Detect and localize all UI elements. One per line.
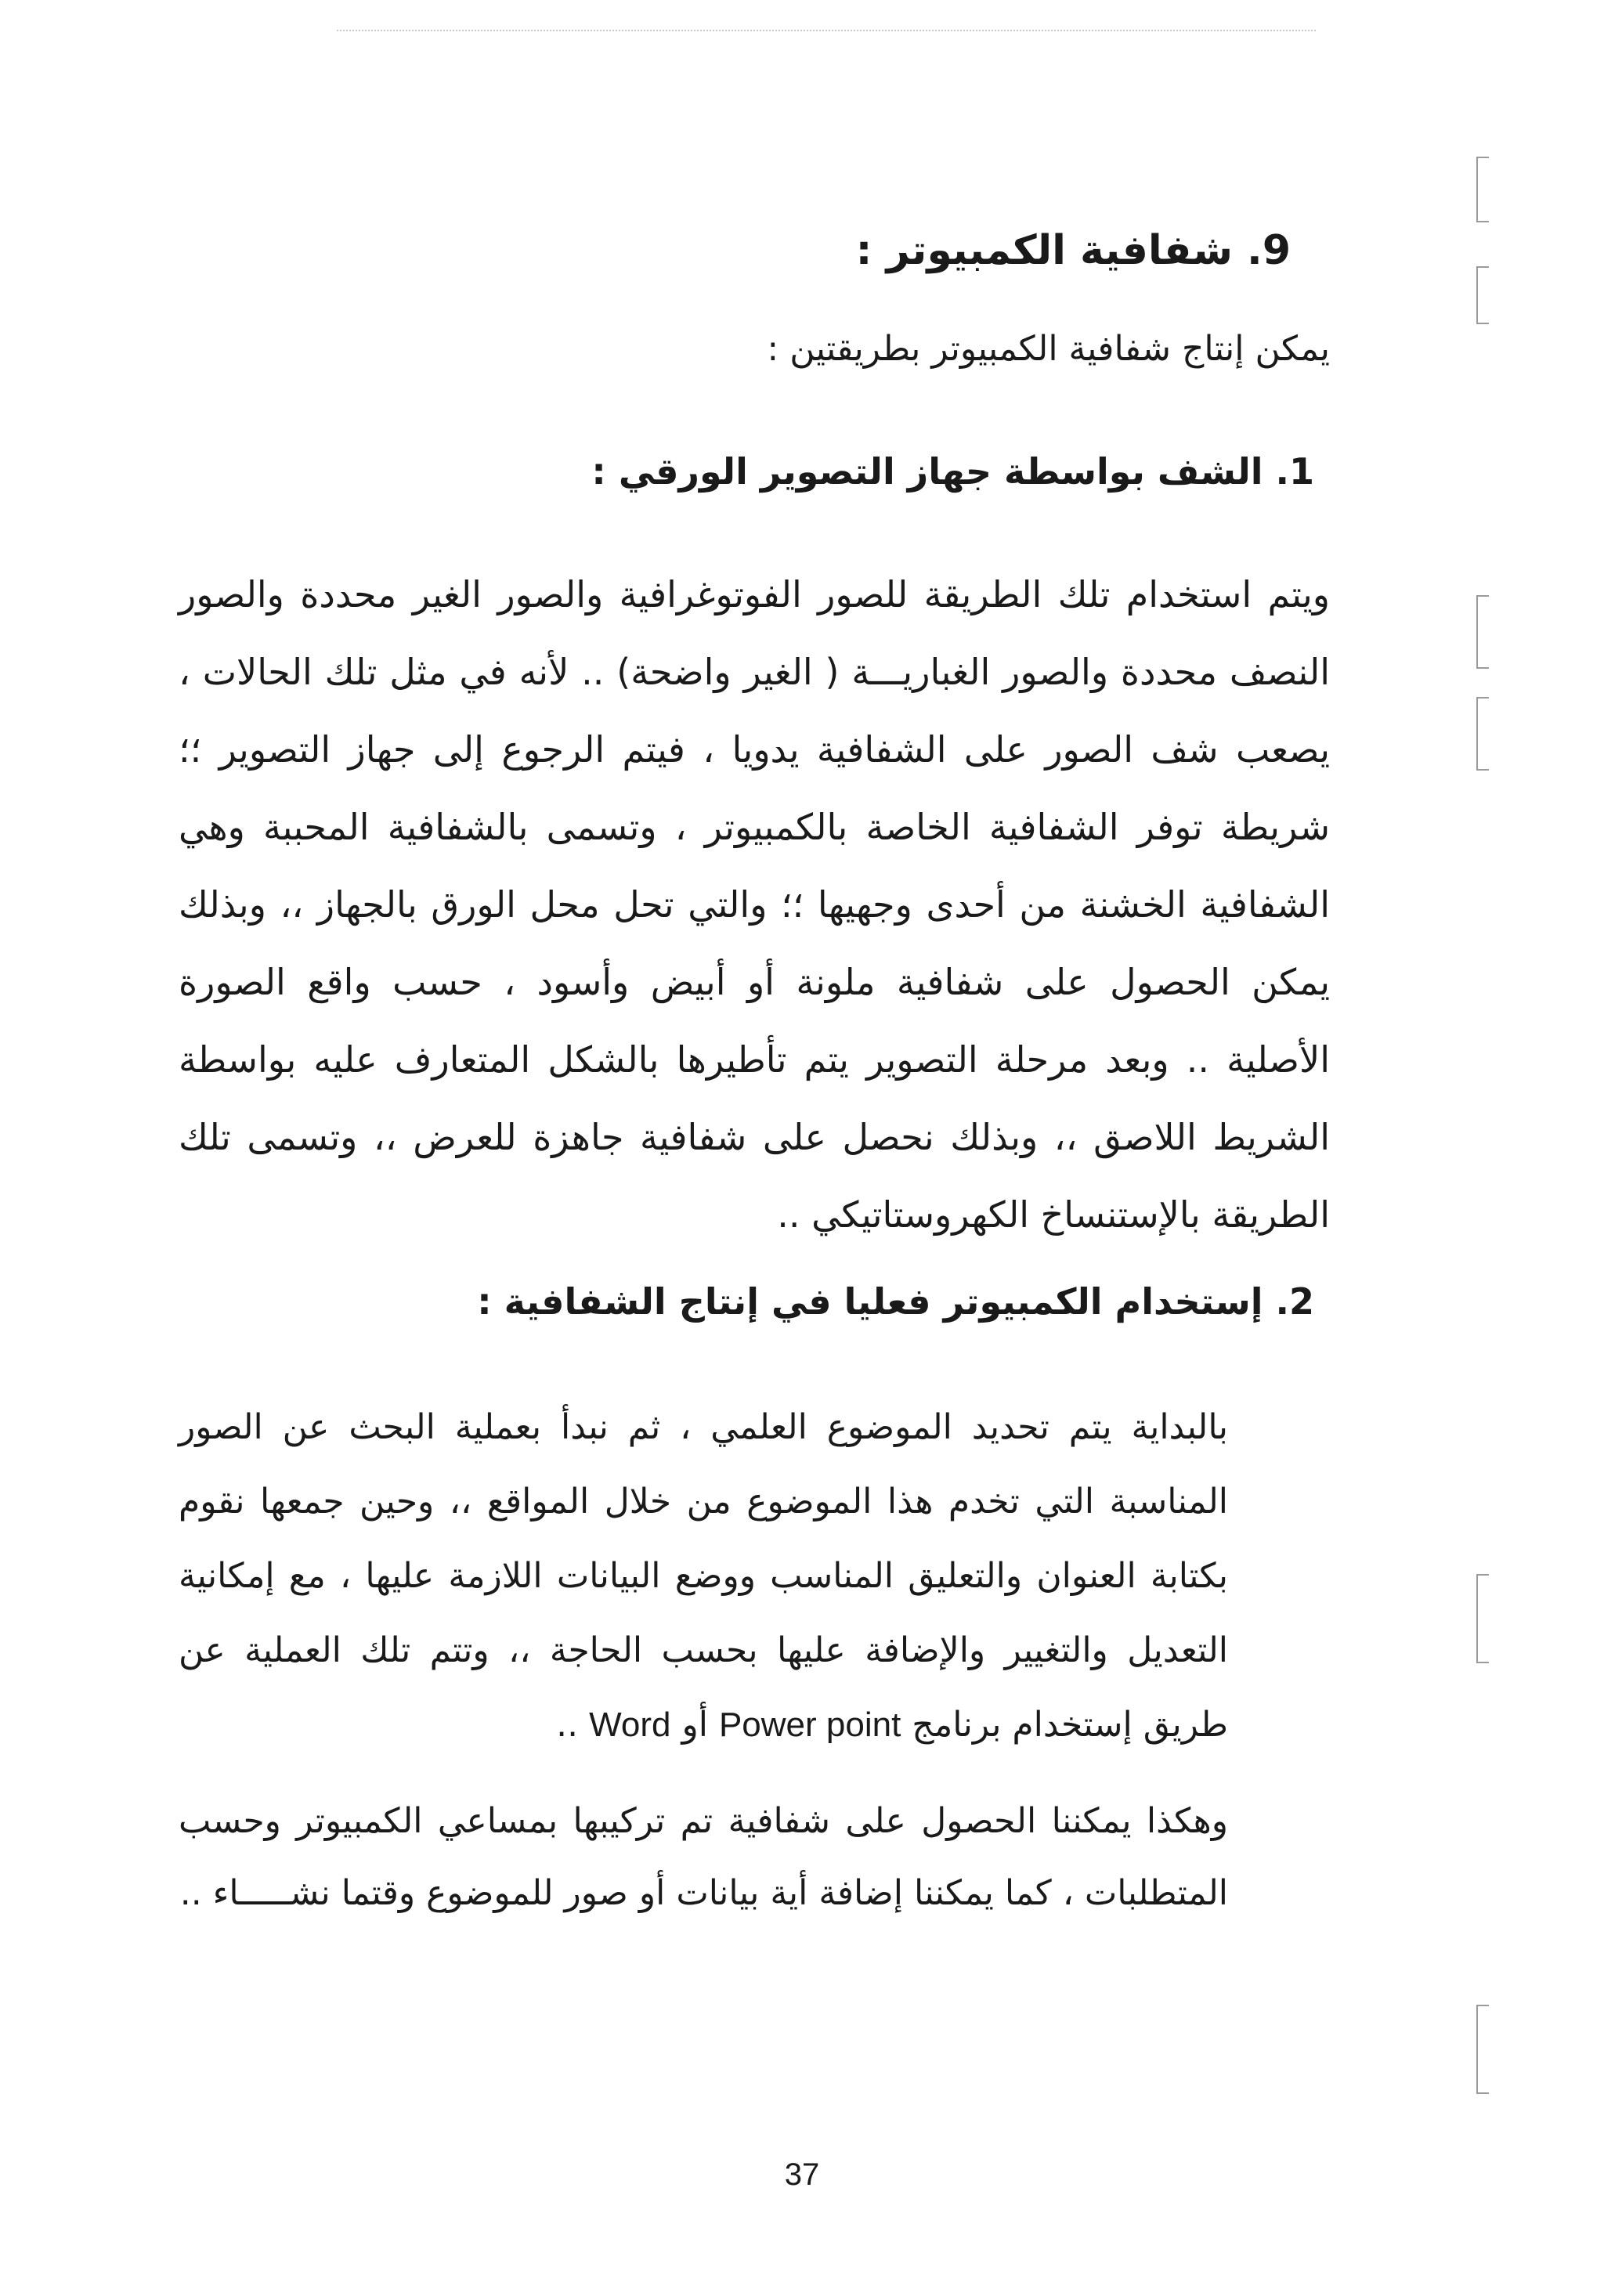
scan-margin-bracket [1476,697,1489,771]
program-name-power-point: Power point [718,1706,901,1744]
program-name-word: Word [589,1706,671,1744]
page-number: 37 [784,2157,820,2192]
scan-top-line [337,30,1316,31]
ending-dots: .. [556,1705,579,1745]
method-2-text: بالبداية يتم تحديد الموضوع العلمي ، ثم نبدأ بعملية البحث عن الصور المناسبة التي تخدم هذا الموضوع من خلال المواقع ،، وحين جمعها نقوم بكتابة العنوان والتعليق المناسب ووضع البيانات اللازمة عليها ، مع إمكانية التعديل والتغيير والإضافة عليها بحسب الحاجة ،، وتتم تلك العملية عن طريق إستخدام برنامج [179,1407,1228,1745]
method-2-heading: 2. إستخدام الكمبيوتر فعليا في إنتاج الشفافية : [477,1280,1314,1323]
scan-margin-bracket [1476,1574,1489,1663]
scan-margin-bracket [1476,595,1489,669]
scan-margin-bracket [1476,157,1489,222]
intro-line: يمكن إنتاج شفافية الكمبيوتر بطريقتين : [767,329,1330,369]
method-2-paragraph [179,1390,1228,1762]
section-heading: 9. شفافية الكمبيوتر : [855,227,1291,274]
method-2-closing-paragraph: وهكذا يمكننا الحصول على شفافية تم تركيبها بمساعي الكمبيوتر وحسب المتطلبات ، كما يمكننا إضافة أية بيانات أو صور للموضوع وقتما نشـــــاء .. [179,1801,1228,1913]
method-1-paragraph: ويتم استخدام تلك الطريقة للصور الفوتوغرافية والصور الغير محددة والصور النصف محددة والصور الغباريـــة ( الغير واضحة) .. لأنه في مثل تلك الحالات ، يصعب شف الصور على الشفافية يدويا ، فيتم الرجوع إلى جهاز التصوير ؛؛ شريطة توفر الشفافية الخاصة بالكمبيوتر ، وتسمى بالشفافية المحببة وهي الشفافية الخشنة من أحدى وجهيها ؛؛ والتي تحل محل الورق بالجهاز ،، وبذلك يمكن الحصول على شفافية ملونة أو أبيض وأسود ، حسب واقع الصورة الأصلية .. وبعد مرحلة التصوير يتم تأطيرها بالشكل المتعارف عليه بواسطة الشريط اللاصق ،، وبذلك نحصل على شفافية جاهزة للعرض ،، وتسمى تلك الطريقة بالإستنساخ الكهروستاتيكي .. [179,573,1330,1236]
connector-word: أو [681,1705,708,1745]
scan-margin-bracket [1476,2005,1489,2094]
method-1-heading: 1. الشف بواسطة جهاز التصوير الورقي : [591,450,1314,493]
scan-margin-bracket [1476,266,1489,324]
